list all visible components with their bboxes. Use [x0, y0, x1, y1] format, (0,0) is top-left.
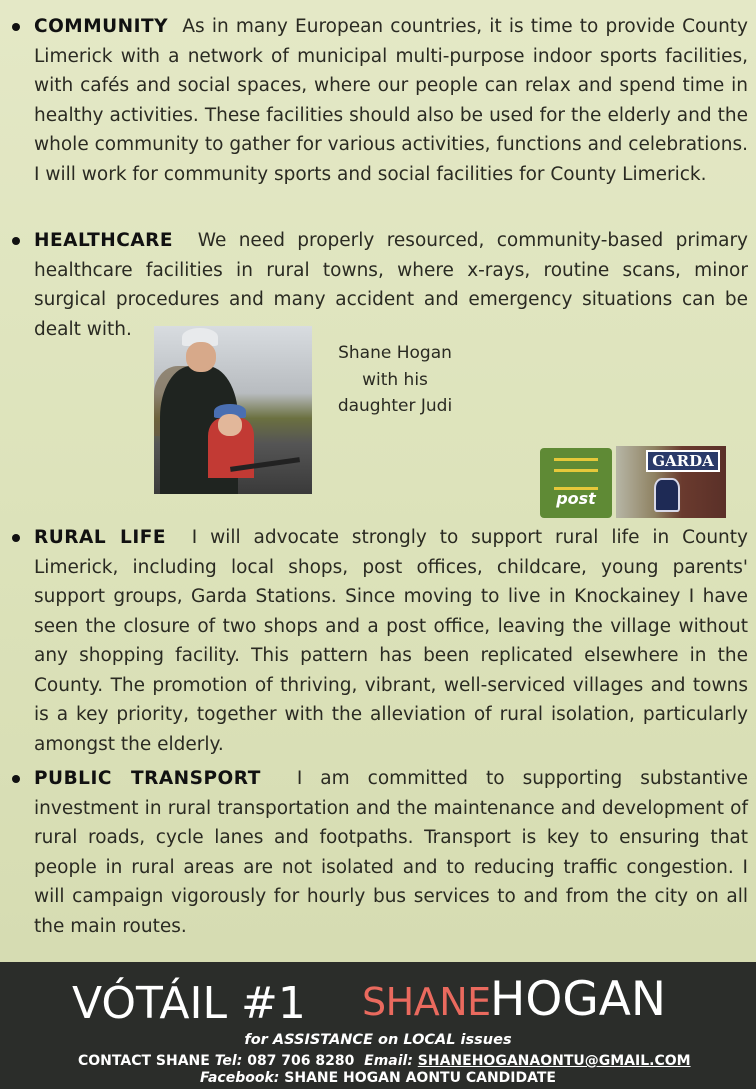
- section-public-transport: [12, 764, 748, 941]
- section-text: I will advocate strongly to support rural life in County Limerick, including local shops, post offices, childcare, young parents' support groups, Garda Stations. Since moving to live in Knockainey I have seen the closure of two shops and a post office, leaving the village without any shopping facility. This pattern has been replicated elsewhere in the County. The promotion of thriving, vibrant, well-serviced villages and towns is a key priority, together with the alleviation of rural isolation, particularly amongst the elderly.: [34, 527, 748, 755]
- phone-number[interactable]: 087 706 8280: [247, 1053, 355, 1069]
- section-heading: RURAL LIFE: [34, 527, 166, 548]
- section-heading: COMMUNITY: [34, 16, 169, 37]
- facebook-line: [0, 1070, 756, 1086]
- garda-station-photo: [616, 446, 726, 518]
- garda-sign: GARDA: [646, 450, 720, 472]
- contact-label: CONTACT SHANE: [78, 1053, 210, 1069]
- section-heading: PUBLIC TRANSPORT: [34, 768, 261, 789]
- section-heading: HEALTHCARE: [34, 230, 174, 251]
- facebook-label: Facebook:: [200, 1070, 280, 1086]
- post-logo-text: post: [556, 489, 596, 508]
- section-rural-life: [12, 523, 748, 759]
- section-healthcare: [12, 226, 748, 344]
- bullet-icon: [12, 23, 20, 31]
- email-link[interactable]: SHANEHOGANAONTU@GMAIL.COM: [417, 1053, 691, 1069]
- post-office-logo: [540, 448, 612, 518]
- photo-caption: Shane Hogan with his daughter Judi: [337, 343, 453, 416]
- contact-line: [78, 1053, 691, 1069]
- bullet-icon: [12, 237, 20, 245]
- footer-banner: [0, 962, 756, 1089]
- vote-slogan: VÓTÁIL #1: [72, 978, 306, 1029]
- section-text: I am committed to supporting substantive investment in rural transportation and the maintenance and development of rural roads, cycle lanes and footpaths. Transport is key to ensuring that people in rural areas are not isolated and to reducing traffic congestion. I will campaign vigorously for hourly bus services to and from the city on all the main routes.: [34, 768, 749, 937]
- tel-label: Tel:: [214, 1053, 243, 1069]
- section-text: As in many European countries, it is time to provide County Limerick with a network of municipal multi-purpose indoor sports facilities, with cafés and social spaces, where our people can relax and spend time in healthy activities. These facilities should also be used for the elderly and the whole community to gather for various activities, functions and celebrations. I will work for community sports and social facilities for County Limerick.: [34, 16, 749, 185]
- candidate-last-name: HOGAN: [490, 972, 667, 1027]
- section-text: We need properly resourced, community-based primary healthcare facilities in rural towns, where x-rays, routine scans, minor surgical procedures and many accident and emergency situations can be dealt with.: [34, 230, 748, 340]
- bullet-icon: [12, 534, 20, 542]
- bullet-icon: [12, 775, 20, 783]
- post-waves-icon: [554, 458, 598, 490]
- candidate-first-name: SHANE: [362, 980, 491, 1024]
- email-label: Email:: [364, 1053, 413, 1069]
- section-community: [12, 12, 748, 189]
- candidate-photo: [154, 326, 312, 494]
- assistance-line: for ASSISTANCE on LOCAL issues: [244, 1032, 512, 1048]
- facebook-page[interactable]: SHANE HOGAN AONTU CANDIDATE: [284, 1070, 556, 1086]
- lamp-icon: [654, 478, 680, 512]
